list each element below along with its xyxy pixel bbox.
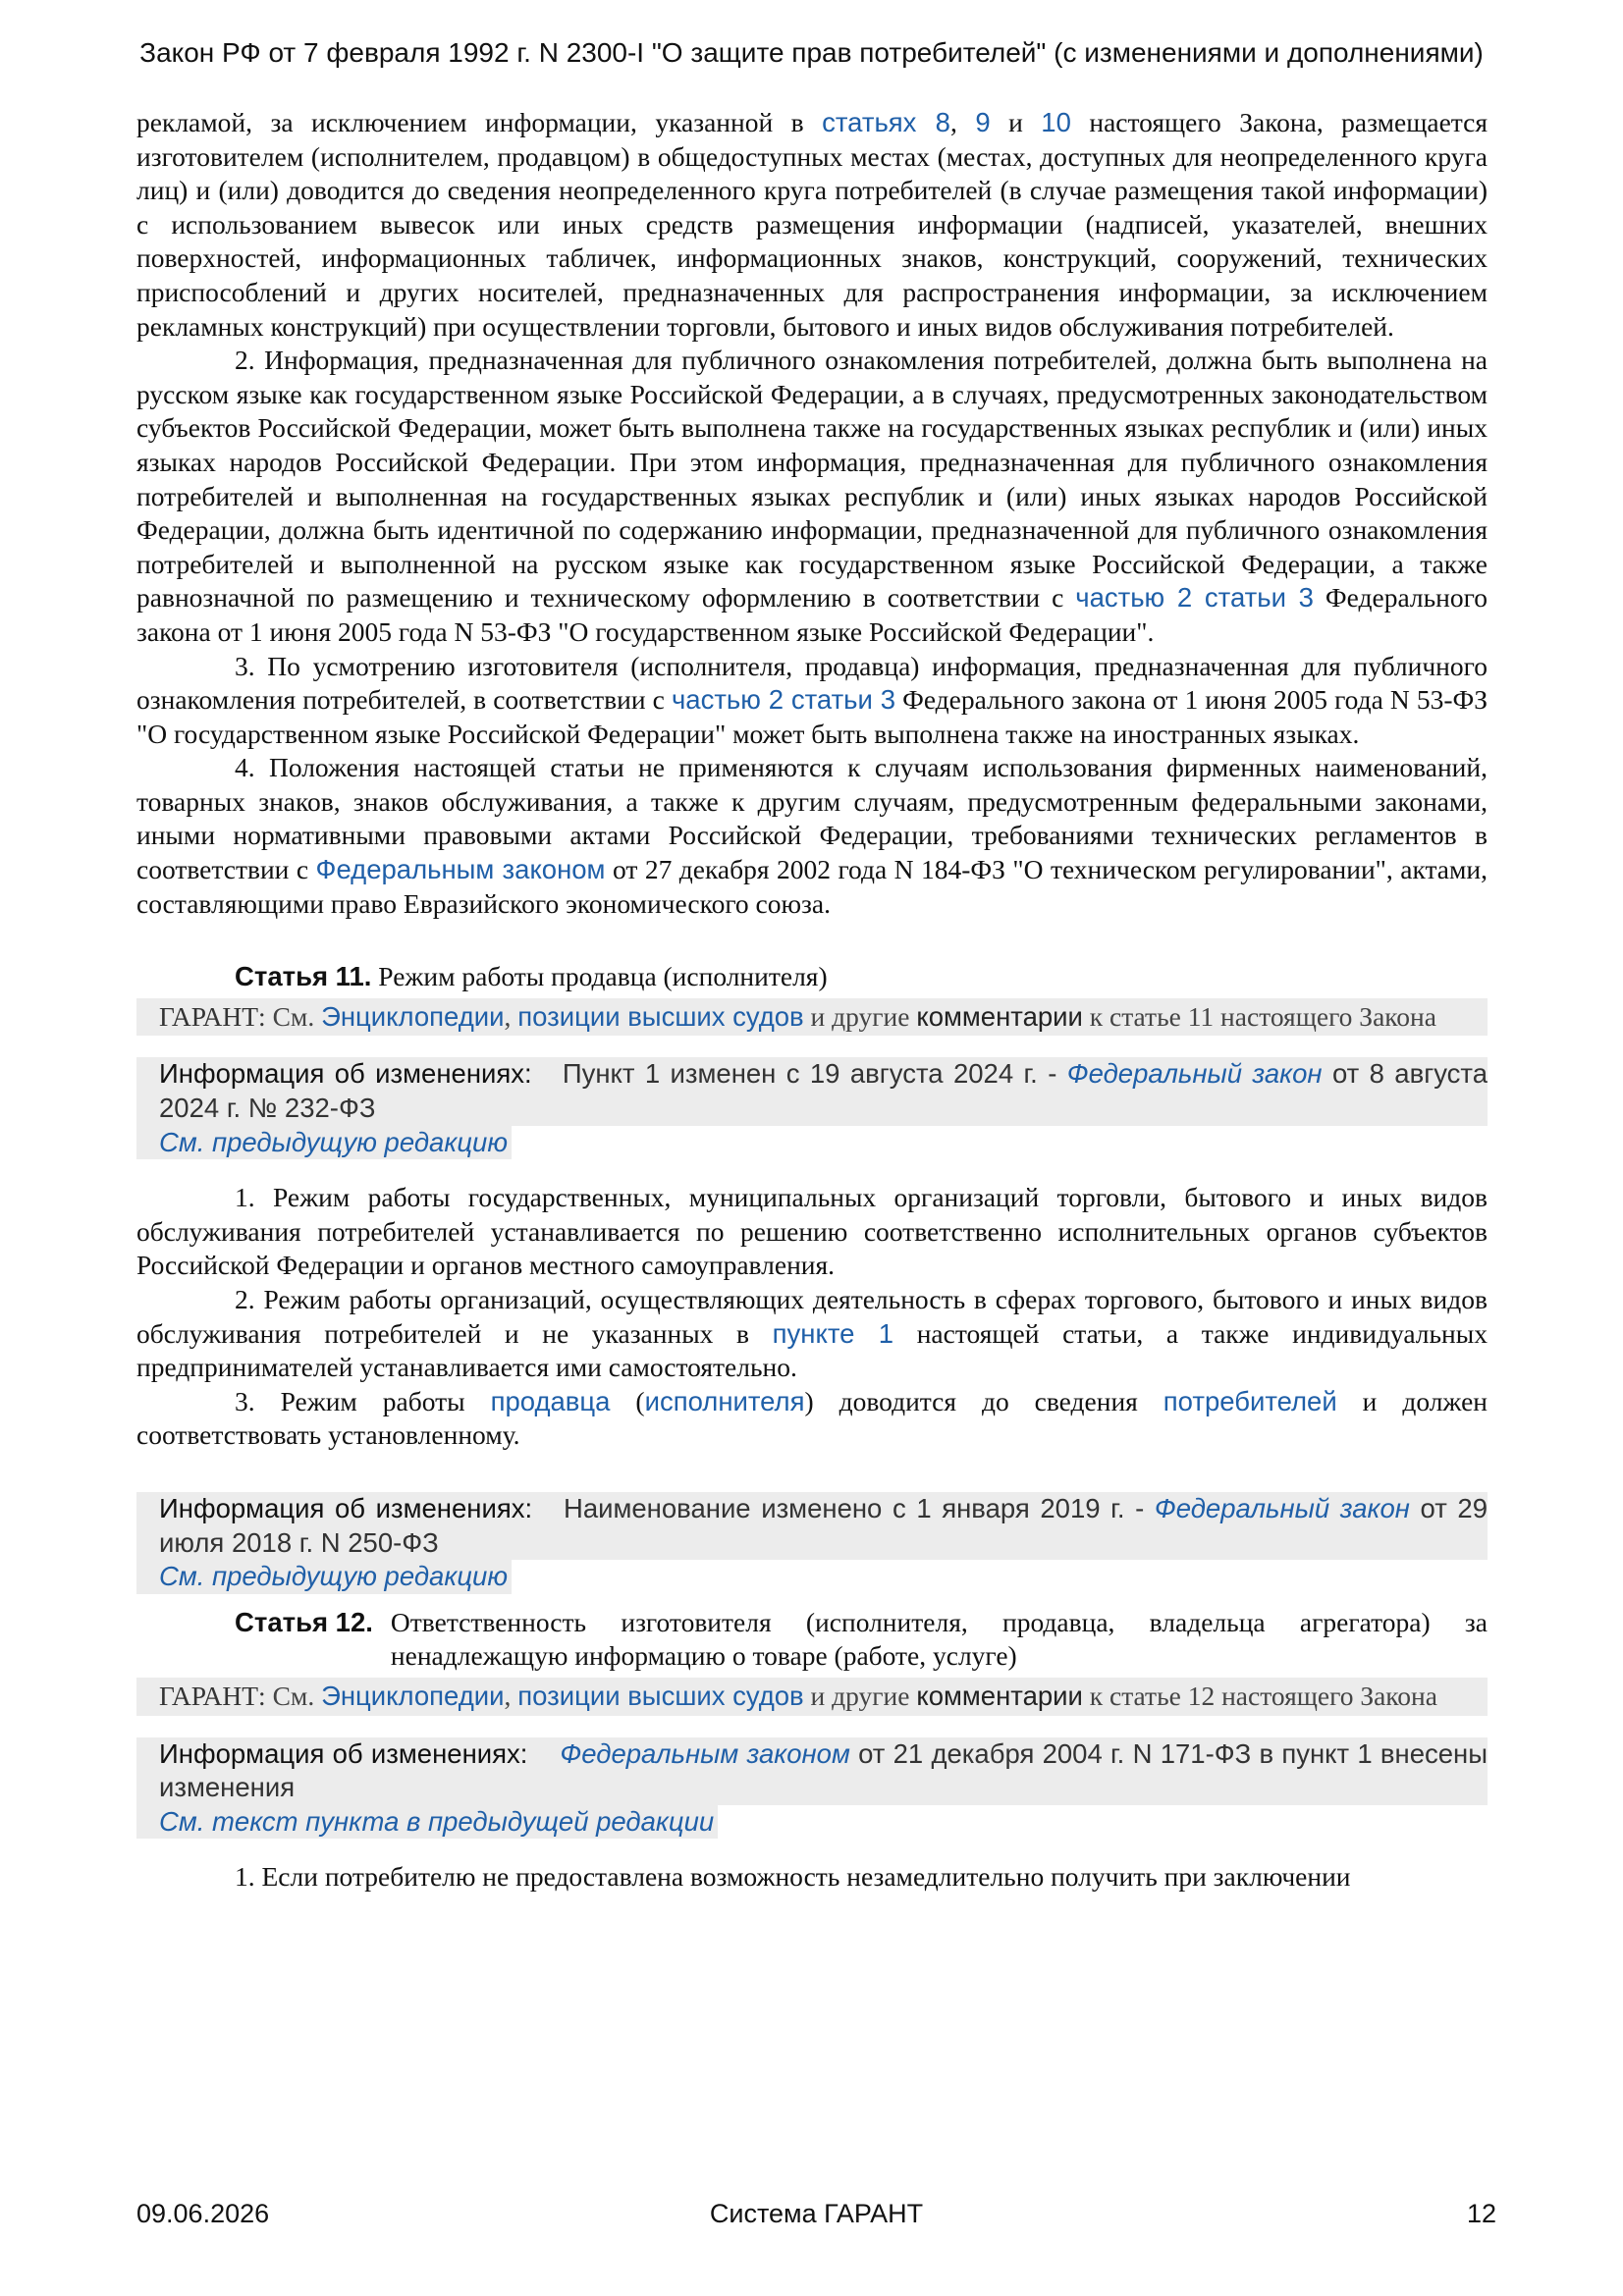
link-article-10[interactable]: 10 (1041, 107, 1071, 137)
link-article-8[interactable]: статьях 8 (822, 107, 950, 137)
footer-date: 09.06.2026 (136, 2199, 270, 2228)
paragraph-2: 2. Информация, предназначенная для публичного ознакомления потребителей, должна быть выполнена на русском языке как государственном языке Российской Федерации, а в случаях, предусмотренных законодательством субъектов Российской Федерации, может быть выполнена также на государственных языках республик и (или) иных языках народов Российской Федерации. При этом информация, предназначенная для публичного ознакомления потребителей и выполненная на государственных языках республик и (или) иных языках народов Российской Федерации, должна быть идентичной по содержанию информации, предназначенной для публичного ознакомления потребителей и выполненной на русском языке как государственном языке Российской Федерации, а также равнозначной по размещению и техническому оформлению в соответствии с частью 2 статьи 3 Федерального закона от 1 июня 2005 года N 53-ФЗ "О государственном языке Российской Федерации". (136, 345, 1488, 647)
link-comments[interactable]: комментарии (916, 1680, 1083, 1711)
garant-note: ГАРАНТ: См. Энциклопедии, позиции высших судов и другие комментарии к статье 12 настоящего Закона (136, 1678, 1488, 1716)
link-federal-law[interactable]: Федеральный закон (1154, 1492, 1410, 1523)
link-higher-courts[interactable]: позиции высших судов (517, 1680, 804, 1711)
article-11-item-1: 1. Режим работы государственных, муниципальных организаций торговли, бытового и иных видов обслуживания потребителей устанавливается по решению соответственно исполнительных органов субъектов Российской Федерации и органов местного самоуправления. (136, 1182, 1488, 1281)
paragraph-continued: рекламой, за исключением информации, указанной в статьях 8, 9 и 10 настоящего Закона, размещается изготовителем (исполнителем, продавцом) в общедоступных местах (местах, доступных для неопределенного круга лиц) и (или) доводится до сведения неопределенного круга потребителей (в случае размещения такой информации) с использованием вывесок или иных средств размещения информации (надписей, указателей, внешних поверхностей, информационных табличек, информационных знаков, конструкций, сооружений, технических приспособлений и других носителей, предназначенных для распространения информации, за исключением рекламных конструкций) при осуществлении торговли, бытового и иных видов обслуживания потребителей. (136, 107, 1488, 342)
link-consumers[interactable]: потребителей (1163, 1385, 1337, 1416)
article-11-item-2: 2. Режим работы организаций, осуществляющих деятельность в сферах торгового, бытового и иных видов обслуживания потребителей и не указанных в пункте 1 настоящей статьи, а также индивидуальных предпринимателей устанавливается ими самостоятельно. (136, 1284, 1488, 1383)
change-info: Информация об изменениях: Федеральным законом от 21 декабря 2004 г. N 171-ФЗ в пункт 1 внесены изменения См. текст пункта в предыдущей редакции (136, 1737, 1488, 1840)
link-part-2-article-3[interactable]: частью 2 статьи 3 (671, 684, 896, 716)
garant-note: ГАРАНТ: См. Энциклопедии, позиции высших судов и другие комментарии к статье 11 настоящего Закона (136, 998, 1488, 1037)
link-contractor[interactable]: исполнителя (644, 1385, 805, 1416)
paragraph-3: 3. По усмотрению изготовителя (исполнителя, продавца) информация, предназначенная для публичного ознакомления потребителей, в соответствии с частью 2 статьи 3 Федерального закона от 1 июня 2005 года N 53-ФЗ "О государственном языке Российской Федерации" может быть выполнена также на иностранных языках. (136, 650, 1488, 749)
link-higher-courts[interactable]: позиции высших судов (517, 1000, 804, 1032)
link-previous-edition[interactable]: См. текст пункта в предыдущей редакции (136, 1805, 718, 1840)
document-body (136, 106, 1488, 1895)
article-12-item-1: 1. Если потребителю не предоставлена возможность незамедлительно получить при заключении (235, 1861, 1351, 1893)
link-seller[interactable]: продавца (490, 1385, 611, 1416)
link-article-9[interactable]: 9 (975, 107, 991, 137)
link-federal-law[interactable]: Федеральный закон (1066, 1058, 1323, 1090)
paragraph-4: 4. Положения настоящей статьи не применяются к случаям использования фирменных наименований, товарных знаков, знаков обслуживания, а также к другим случаям, предусмотренным федеральными законами, иными нормативными правовыми актами Российской Федерации, требованиями технических регламентов в соответствии с Федеральным законом от 27 декабря 2002 года N 184-ФЗ "О техническом регулировании", актами, составляющими право Евразийского экономического союза. (136, 752, 1488, 919)
link-encyclopedia[interactable]: Энциклопедии (321, 1680, 505, 1711)
article-11-item-3: 3. Режим работы продавца (исполнителя) доводится до сведения потребителей и должен соответствовать установленному. (136, 1385, 1488, 1451)
page-number: 12 (1466, 2199, 1496, 2228)
link-previous-edition[interactable]: См. предыдущую редакцию (136, 1560, 512, 1594)
document-header: Закон РФ от 7 февраля 1992 г. N 2300-I "О защите прав потребителей" (с изменениями и дополнениями) (139, 37, 1484, 68)
change-info: Информация об изменениях: Наименование изменено с 1 января 2019 г. - Федеральный закон от 29 июля 2018 г. N 250-ФЗ См. предыдущую редакцию (136, 1492, 1488, 1594)
change-info: Информация об изменениях: Пункт 1 изменен с 19 августа 2024 г. - Федеральный закон от 8 августа 2024 г. № 232-ФЗ См. предыдущую редакцию (136, 1057, 1488, 1159)
article-11-title: Статья 11. Режим работы продавца (исполнителя) (235, 961, 828, 992)
link-previous-edition[interactable]: См. предыдущую редакцию (136, 1126, 512, 1160)
link-part-2-article-3[interactable]: частью 2 статьи 3 (1075, 582, 1314, 614)
footer-system: Система ГАРАНТ (709, 2199, 924, 2228)
link-item-1[interactable]: пункте 1 (772, 1317, 894, 1349)
link-federal-law[interactable]: Федеральным законом (560, 1737, 850, 1769)
article-12-title: Статья 12. Ответственность изготовителя (исполнителя, продавца, владельца агрегатора) за ненадлежащую информацию о товаре (работе, услуге) (235, 1606, 1488, 1672)
link-federal-law[interactable]: Федеральным законом (315, 854, 606, 885)
link-comments[interactable]: комментарии (916, 1000, 1083, 1032)
link-encyclopedia[interactable]: Энциклопедии (321, 1000, 505, 1032)
